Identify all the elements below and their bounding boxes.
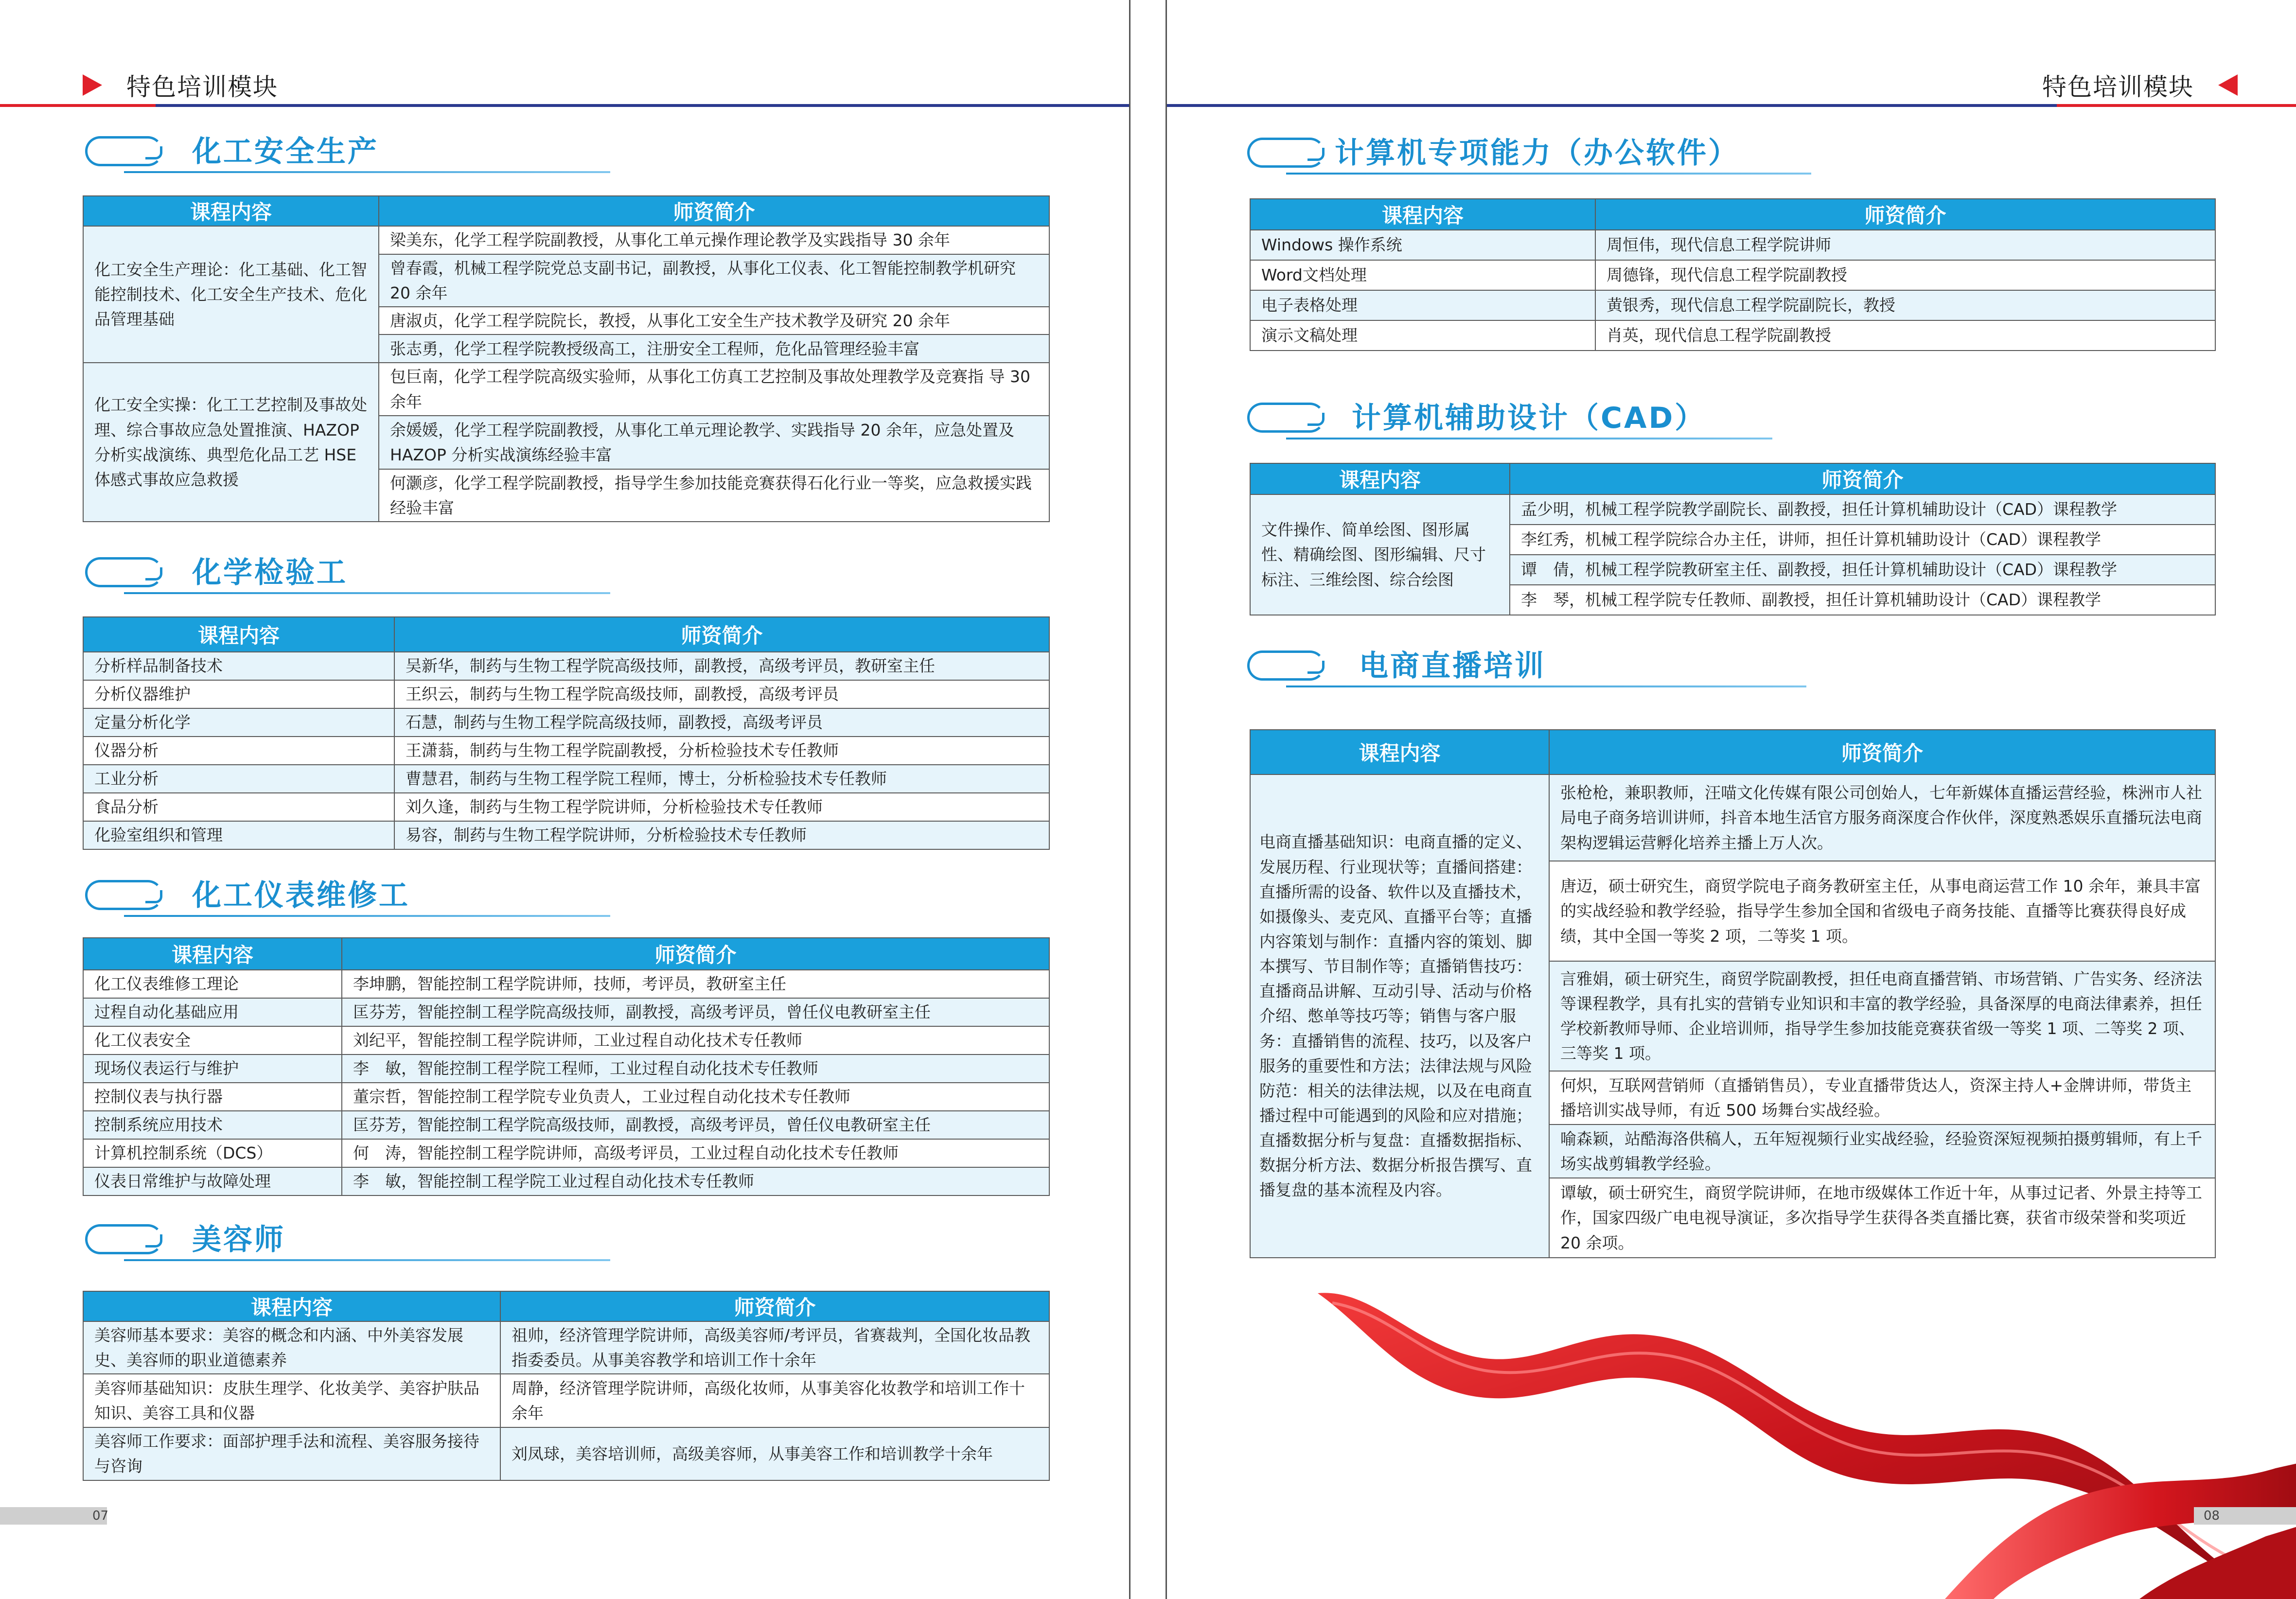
header-teachers: 师资简介 [342, 938, 1049, 970]
section-heading-chemical-safety [85, 127, 571, 176]
teacher-cell: 李坤鹏，智能控制工程学院讲师，技师，考评员，教研室主任 [342, 970, 1049, 998]
course-cell: 控制仪表与执行器 [83, 1083, 342, 1111]
section-hook-icon [85, 1224, 163, 1254]
teacher-cell: 吴新华，制药与生物工程学院高级技师，副教授，高级考评员，教研室主任 [394, 652, 1049, 680]
section-title: 化工安全生产 [192, 135, 379, 169]
left-page [0, 0, 1130, 1599]
teacher-cell: 黄银秀，现代信息工程学院副院长，教授 [1595, 290, 2215, 320]
course-cell: 计算机控制系统（DCS） [83, 1139, 342, 1167]
teacher-cell: 言雅娟，硕士研究生，商贸学院副教授，担任电商直播营销、市场营销、广告实务、经济法等课程教学，具有扎实的营销专业知识和丰富的教学经验，具备深厚的电商法律素养，担任学校新教师导师、企业培训师，指导学生参加技能竞赛获省级一等奖 1 项、二等奖 2 项、三等奖 1 项。 [1549, 961, 2215, 1071]
section-title: 化学检验工 [192, 556, 348, 590]
table-office-software [1250, 198, 2216, 351]
course-cell: Word文档处理 [1250, 260, 1595, 290]
teacher-cell: 李 敏，智能控制工程学院工业过程自动化技术专任教师 [342, 1167, 1049, 1195]
table-chemical-safety [83, 195, 1050, 522]
teacher-cell: 唐迈，硕士研究生，商贸学院电子商务教研室主任，从事电商运营工作 10 余年，兼具丰富的实战经验和教学经验，指导学生参加全国和省级电子商务技能、直播等比赛获得良好成绩，其中全国一等奖 2 项，二等奖 1 项。 [1549, 861, 2215, 961]
table-instrument-repair [83, 937, 1050, 1196]
ribbon-fold [2139, 1527, 2296, 1599]
course-cell: 仪表日常维护与故障处理 [83, 1167, 342, 1195]
table-chemical-inspection [83, 616, 1050, 850]
teacher-cell: 周静，经济管理学院讲师，高级化妆师，从事美容化妆教学和培训工作十余年 [500, 1374, 1049, 1427]
teacher-cell: 谭 倩，机械工程学院教研室主任、副教授，担任计算机辅助设计（CAD）课程教学 [1510, 555, 2215, 585]
course-cell: 化工仪表维修工理论 [83, 970, 342, 998]
course-cell: 工业分析 [83, 765, 394, 793]
table-beautician [83, 1291, 1050, 1481]
section-hook-icon [85, 880, 163, 910]
header-course: 课程内容 [83, 938, 342, 970]
section-hook-icon [1247, 650, 1325, 681]
course-cell: 美容师工作要求：面部护理手法和流程、美容服务接待与咨询 [83, 1427, 500, 1480]
teacher-cell: 周恒伟，现代信息工程学院讲师 [1595, 230, 2215, 260]
section-heading-cad [1247, 394, 1733, 442]
teacher-cell: 石慧，制药与生物工程学院高级技师，副教授，高级考评员 [394, 708, 1049, 737]
teacher-cell: 匡芬芳，智能控制工程学院高级技师，副教授，高级考评员，曾任仪电教研室主任 [342, 998, 1049, 1026]
section-hook-icon [85, 136, 163, 166]
teacher-cell: 刘凤球，美容培训师，高级美容师，从事美容工作和培训教学十余年 [500, 1427, 1049, 1480]
section-title: 美容师 [192, 1223, 285, 1257]
teacher-cell: 孟少明，机械工程学院教学副院长、副教授，担任计算机辅助设计（CAD）课程教学 [1510, 494, 2215, 525]
header-teachers: 师资简介 [500, 1291, 1049, 1321]
header-course: 课程内容 [1250, 463, 1510, 494]
section-heading-chemical-inspection [85, 548, 571, 597]
running-header-text: 特色培训模块 [2042, 73, 2194, 101]
course-cell: 定量分析化学 [83, 708, 394, 737]
right-page [1166, 0, 2296, 1599]
section-underline [1286, 685, 1806, 687]
teacher-cell: 李 敏，智能控制工程学院工程师，工业过程自动化技术专任教师 [342, 1054, 1049, 1083]
teacher-cell: 何 涛，智能控制工程学院讲师，高级考评员，工业过程自动化技术专任教师 [342, 1139, 1049, 1167]
header-course: 课程内容 [83, 617, 394, 652]
section-underline [124, 592, 610, 594]
page-number-right: 08 [2194, 1507, 2296, 1525]
teacher-cell: 余媛媛，化学工程学院副教授，从事化工单元理论教学、实践指导 20 余年，应急处置及 HAZOP 分析实战演练经验丰富 [379, 416, 1049, 469]
header-rule [0, 104, 1130, 107]
header-teachers: 师资简介 [379, 196, 1049, 226]
course-content-cell: 化工安全实操：化工工艺控制及事故处理、综合事故应急处置推演、HAZOP 分析实战演练、典型危化品工艺 HSE 体感式事故应急救援 [83, 363, 379, 522]
red-triangle-marker-icon [83, 74, 102, 96]
teacher-cell: 肖英，现代信息工程学院副教授 [1595, 320, 2215, 351]
section-underline [124, 915, 610, 917]
teacher-cell: 何灏彦，化学工程学院副教授，指导学生参加技能竞赛获得石化行业一等奖，应急救援实践经验丰富 [379, 469, 1049, 522]
red-silk-ribbon-decoration [1313, 1283, 2296, 1599]
header-teachers: 师资简介 [1510, 463, 2215, 494]
course-cell: 食品分析 [83, 793, 394, 821]
teacher-cell: 刘久逢，制药与生物工程学院讲师，分析检验技术专任教师 [394, 793, 1049, 821]
section-title: 计算机专项能力（办公软件） [1335, 136, 1739, 170]
ribbon-band-main [1318, 1293, 2296, 1599]
teacher-cell: 曹慧君，制药与生物工程学院工程师，博士，分析检验技术专任教师 [394, 765, 1049, 793]
teacher-cell: 谭敏，硕士研究生，商贸学院讲师，在地市级媒体工作近十年，从事过记者、外景主持等工作，国家四级广电电视导演证，多次指导学生获得各类直播比赛，获省市级荣誉和奖项近 20 余项。 [1549, 1178, 2215, 1258]
teacher-cell: 梁美东，化学工程学院副教授，从事化工单元操作理论教学及实践指导 30 余年 [379, 226, 1049, 254]
teacher-cell: 李红秀，机械工程学院综合办主任，讲师，担任计算机辅助设计（CAD）课程教学 [1510, 525, 2215, 555]
section-heading-beautician [85, 1215, 571, 1264]
header-course: 课程内容 [83, 196, 379, 226]
header-rule [1167, 104, 2296, 107]
teacher-cell: 周德锋，现代信息工程学院副教授 [1595, 260, 2215, 290]
teacher-cell: 曾春霞，机械工程学院党总支副书记，副教授，从事化工仪表、化工智能控制教学机研究 20 余年 [379, 254, 1049, 307]
course-cell: 现场仪表运行与维护 [83, 1054, 342, 1083]
header-teachers: 师资简介 [1549, 730, 2215, 774]
teacher-cell: 匡芬芳，智能控制工程学院高级技师，副教授，高级考评员，曾任仪电教研室主任 [342, 1111, 1049, 1139]
teacher-cell: 张志勇，化学工程学院教授级高工，注册安全工程师，危化品管理经验丰富 [379, 334, 1049, 363]
teacher-cell: 喻森颖，站酷海洛供稿人，五年短视频行业实战经验，经验资深短视频拍摄剪辑师，有上千场实战剪辑教学经验。 [1549, 1125, 2215, 1178]
running-header-left [83, 63, 278, 107]
course-cell: 仪器分析 [83, 737, 394, 765]
course-cell: 电子表格处理 [1250, 290, 1595, 320]
section-hook-icon [1247, 138, 1325, 168]
course-content-cell: 化工安全生产理论：化工基础、化工智能控制技术、化工安全生产技术、危化品管理基础 [83, 226, 379, 363]
section-title: 化工仪表维修工 [192, 879, 410, 913]
section-underline [124, 1259, 610, 1261]
section-underline [1286, 173, 1811, 175]
teacher-cell: 张枪枪，兼职教师，汪喵文化传媒有限公司创始人，七年新媒体直播运营经验，株洲市人社局电子商务培训讲师，抖音本地生活官方服务商深度合作伙伴，深度熟悉娱乐直播玩法电商架构逻辑运营孵化培养主播上万人次。 [1549, 774, 2215, 861]
header-teachers: 师资简介 [1595, 199, 2215, 230]
course-cell: 化工仪表安全 [83, 1026, 342, 1054]
table-cad [1250, 463, 2216, 615]
page-number-left: 07 [0, 1507, 107, 1525]
teacher-cell: 包巨南，化学工程学院高级实验师，从事化工仿真工艺控制及事故处理教学及竞赛指 导 30 余年 [379, 363, 1049, 415]
page-gutter [1130, 0, 1166, 1599]
teacher-cell: 唐淑贞，化学工程学院院长，教授，从事化工安全生产技术教学及研究 20 余年 [379, 307, 1049, 334]
section-underline [1286, 438, 1772, 439]
teacher-cell: 何炽，互联网营销师（直播销售员），专业直播带货达人，资深主持人+金牌讲师，带货主播培训实战导师，有近 500 场舞台实战经验。 [1549, 1071, 2215, 1125]
section-heading-instrument-repair [85, 871, 571, 920]
red-triangle-marker-icon [2218, 74, 2238, 96]
course-cell: 美容师基本要求：美容的概念和内涵、中外美容发展史、美容师的职业道德素养 [83, 1321, 500, 1374]
header-course: 课程内容 [83, 1291, 500, 1321]
section-hook-icon [85, 557, 163, 587]
teacher-cell: 王织云，制药与生物工程学院高级技师，副教授，高级考评员 [394, 680, 1049, 708]
section-underline [124, 171, 610, 173]
table-ecommerce-live [1250, 729, 2216, 1258]
course-cell: 分析仪器维护 [83, 680, 394, 708]
header-course: 课程内容 [1250, 199, 1595, 230]
course-cell: 化验室组织和管理 [83, 821, 394, 849]
section-title: 电商直播培训 [1359, 649, 1546, 683]
section-hook-icon [1247, 403, 1325, 433]
teacher-cell: 王潇蓊，制药与生物工程学院副教授，分析检验技术专任教师 [394, 737, 1049, 765]
header-course: 课程内容 [1250, 730, 1549, 774]
header-teachers: 师资简介 [394, 617, 1049, 652]
section-title: 计算机辅助设计（CAD） [1352, 401, 1706, 435]
course-cell: 控制系统应用技术 [83, 1111, 342, 1139]
section-heading-office-software [1247, 129, 1782, 177]
course-content-cell: 电商直播基础知识：电商直播的定义、发展历程、行业现状等；直播间搭建：直播所需的设备、软件以及直播技术，如摄像头、麦克风、直播平台等；直播内容策划与制作：直播内容的策划、脚本撰写、节目制作等；直播销售技巧：直播商品讲解、互动引导、活动与价格介绍、憋单等技巧等；销售与客户服务：直播销售的流程、技巧，以及客户服务的重要性和方法；法律法规与风险防范：相关的法律法规，以及在电商直播过程中可能遇到的风险和应对措施；直播数据分析与复盘：直播数据指标、数据分析方法、数据分析报告撰写、直播复盘的基本流程及内容。 [1250, 774, 1549, 1258]
running-header-right [2042, 63, 2238, 107]
course-cell: 演示文稿处理 [1250, 320, 1595, 351]
teacher-cell: 董宗哲，智能控制工程学院专业负责人，工业过程自动化技术专任教师 [342, 1083, 1049, 1111]
course-cell: Windows 操作系统 [1250, 230, 1595, 260]
course-content-cell: 文件操作、简单绘图、图形属性、精确绘图、图形编辑、尺寸标注、三维绘图、综合绘图 [1250, 494, 1510, 615]
course-cell: 过程自动化基础应用 [83, 998, 342, 1026]
course-cell: 分析样品制备技术 [83, 652, 394, 680]
teacher-cell: 李 琴，机械工程学院专任教师、副教授，担任计算机辅助设计（CAD）课程教学 [1510, 585, 2215, 615]
teacher-cell: 易容，制药与生物工程学院讲师，分析检验技术专任教师 [394, 821, 1049, 849]
section-heading-ecommerce-live [1247, 642, 1767, 690]
course-cell: 美容师基础知识：皮肤生理学、化妆美学、美容护肤品知识、美容工具和仪器 [83, 1374, 500, 1427]
teacher-cell: 祖帅，经济管理学院讲师，高级美容师/考评员，省赛裁判，全国化妆品教指委委员。从事美容教学和培训工作十余年 [500, 1321, 1049, 1374]
teacher-cell: 刘纪平，智能控制工程学院讲师，工业过程自动化技术专任教师 [342, 1026, 1049, 1054]
running-header-text: 特色培训模块 [126, 73, 278, 101]
